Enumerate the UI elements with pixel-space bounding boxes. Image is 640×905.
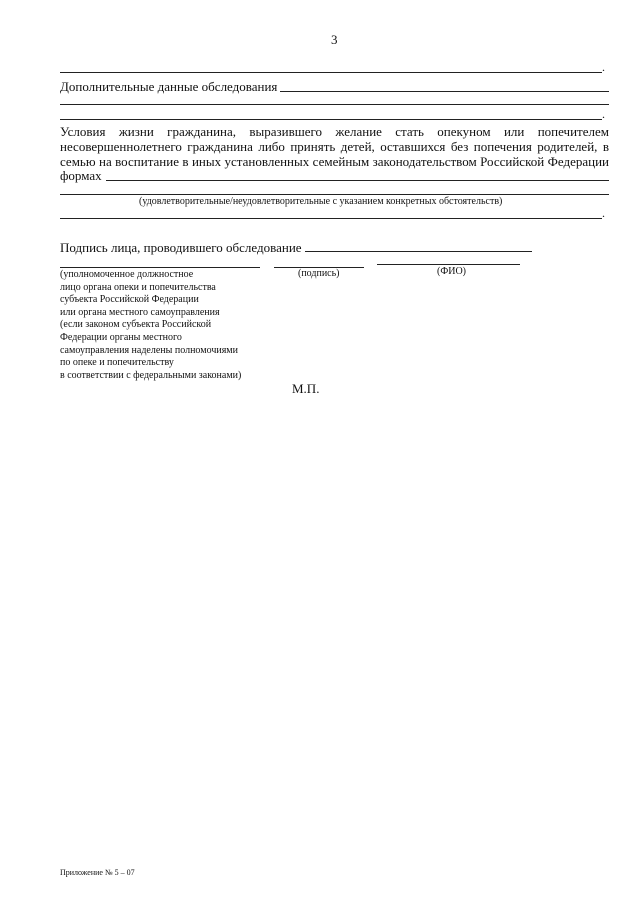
signature-caption: (подпись): [298, 268, 340, 279]
signature-label: Подпись лица, проводившего обследование: [60, 240, 302, 255]
official-caption-line: по опеке и попечительству: [60, 357, 174, 369]
line-period: .: [602, 206, 605, 220]
blank-line: [60, 104, 609, 105]
blank-line: [60, 218, 602, 219]
official-caption-line: самоуправления наделены полномочиями: [60, 344, 238, 356]
page-number: 3: [331, 32, 338, 47]
fio-line[interactable]: [377, 264, 520, 265]
appendix-footer: Приложение № 5 – 07: [60, 868, 135, 877]
official-caption-line: субъекта Российской Федерации: [60, 294, 199, 306]
official-line[interactable]: [60, 267, 260, 268]
blank-line: [60, 119, 602, 120]
additional-data-label: Дополнительные данные обследования: [60, 79, 278, 94]
living-conditions-line-1: Условия жизни гражданина, выразившего желание стать опекуном или попечителем: [60, 124, 609, 139]
official-caption-line: в соответствии с федеральными законами): [60, 369, 242, 381]
official-caption-line: или органа местного самоуправления: [60, 306, 220, 318]
living-conditions-text: [60, 124, 609, 169]
official-caption-line: (уполномоченное должностное: [60, 269, 194, 280]
additional-data-field[interactable]: [280, 91, 609, 92]
blank-line: [60, 194, 609, 195]
living-conditions-field[interactable]: [106, 180, 609, 181]
line-period: .: [602, 107, 605, 121]
fio-caption: (ФИО): [437, 266, 467, 277]
stamp-mark: М.П.: [292, 381, 320, 396]
signature-field[interactable]: [305, 251, 532, 252]
blank-line: [60, 72, 602, 73]
official-caption: [60, 269, 241, 382]
living-conditions-line-3: семью на воспитание в иных установленных семейным законодательством Российской Федерации: [60, 154, 609, 169]
official-caption-line: (если законом субъекта Российской: [60, 319, 212, 331]
living-conditions-line-4: формах: [60, 168, 102, 183]
living-conditions-caption: (удовлетворительные/неудовлетворительные с указанием конкретных обстоятельств): [139, 196, 503, 207]
line-period: .: [602, 60, 605, 74]
official-caption-line: Федерации органы местного: [60, 331, 182, 343]
official-caption-line: лицо органа опеки и попечительства: [60, 281, 216, 293]
living-conditions-line-2: несовершеннолетнего гражданина либо принять детей, оставшихся без попечения родителей, в: [60, 139, 609, 154]
